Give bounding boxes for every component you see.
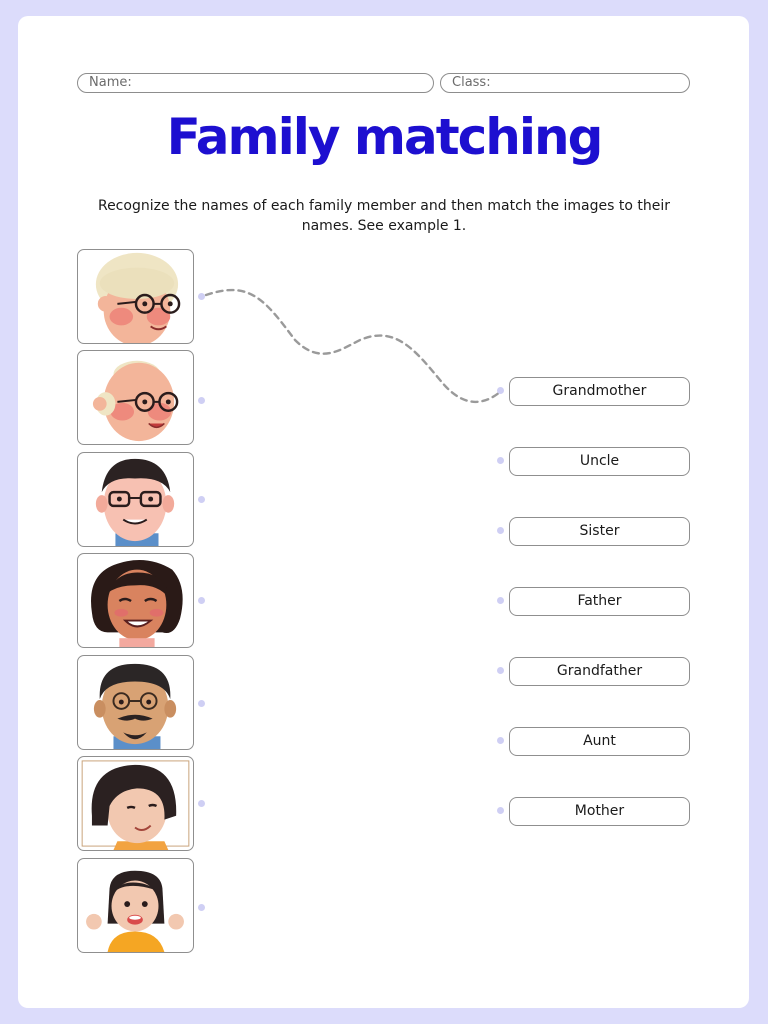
woman-bob-hair-face-icon xyxy=(78,757,193,850)
photo-dot-4[interactable] xyxy=(198,597,205,604)
photo-girl-waving[interactable] xyxy=(77,858,194,953)
name-box-grandmother[interactable]: Grandmother xyxy=(509,377,690,406)
page-title: Family matching xyxy=(166,108,602,166)
instructions-text: Recognize the names of each family member and then match the images to their names. See example 1. xyxy=(97,198,671,234)
photo-woman-bob[interactable] xyxy=(77,756,194,851)
photo-woman-curly[interactable] xyxy=(77,553,194,648)
photo-man-mustache[interactable] xyxy=(77,655,194,750)
name-dot-5[interactable] xyxy=(497,667,504,674)
photo-grandfather[interactable] xyxy=(77,350,194,445)
name-dot-6[interactable] xyxy=(497,737,504,744)
name-box-grandfather[interactable]: Grandfather xyxy=(509,657,690,686)
woman-curly-hair-face-icon xyxy=(78,554,193,647)
man-mustache-face-icon xyxy=(78,656,193,749)
name-dot-2[interactable] xyxy=(497,457,504,464)
name-field-label: Name: xyxy=(89,75,132,90)
photo-grandmother[interactable] xyxy=(77,249,194,344)
name-box-mother[interactable]: Mother xyxy=(509,797,690,826)
photo-dot-6[interactable] xyxy=(198,800,205,807)
name-dot-3[interactable] xyxy=(497,527,504,534)
grandfather-face-icon xyxy=(78,351,193,444)
name-dot-4[interactable] xyxy=(497,597,504,604)
man-glasses-face-icon xyxy=(78,453,193,546)
photo-dot-5[interactable] xyxy=(198,700,205,707)
girl-waving-icon xyxy=(78,859,193,952)
photo-dot-1[interactable] xyxy=(198,293,205,300)
name-box-father[interactable]: Father xyxy=(509,587,690,616)
grandmother-face-icon xyxy=(78,250,193,343)
class-field-label: Class: xyxy=(452,75,491,90)
photo-dot-7[interactable] xyxy=(198,904,205,911)
name-dot-7[interactable] xyxy=(497,807,504,814)
photo-dot-2[interactable] xyxy=(198,397,205,404)
name-box-aunt[interactable]: Aunt xyxy=(509,727,690,756)
name-box-uncle[interactable]: Uncle xyxy=(509,447,690,476)
photo-dot-3[interactable] xyxy=(198,496,205,503)
photo-man-glasses[interactable] xyxy=(77,452,194,547)
name-box-sister[interactable]: Sister xyxy=(509,517,690,546)
name-dot-1[interactable] xyxy=(497,387,504,394)
